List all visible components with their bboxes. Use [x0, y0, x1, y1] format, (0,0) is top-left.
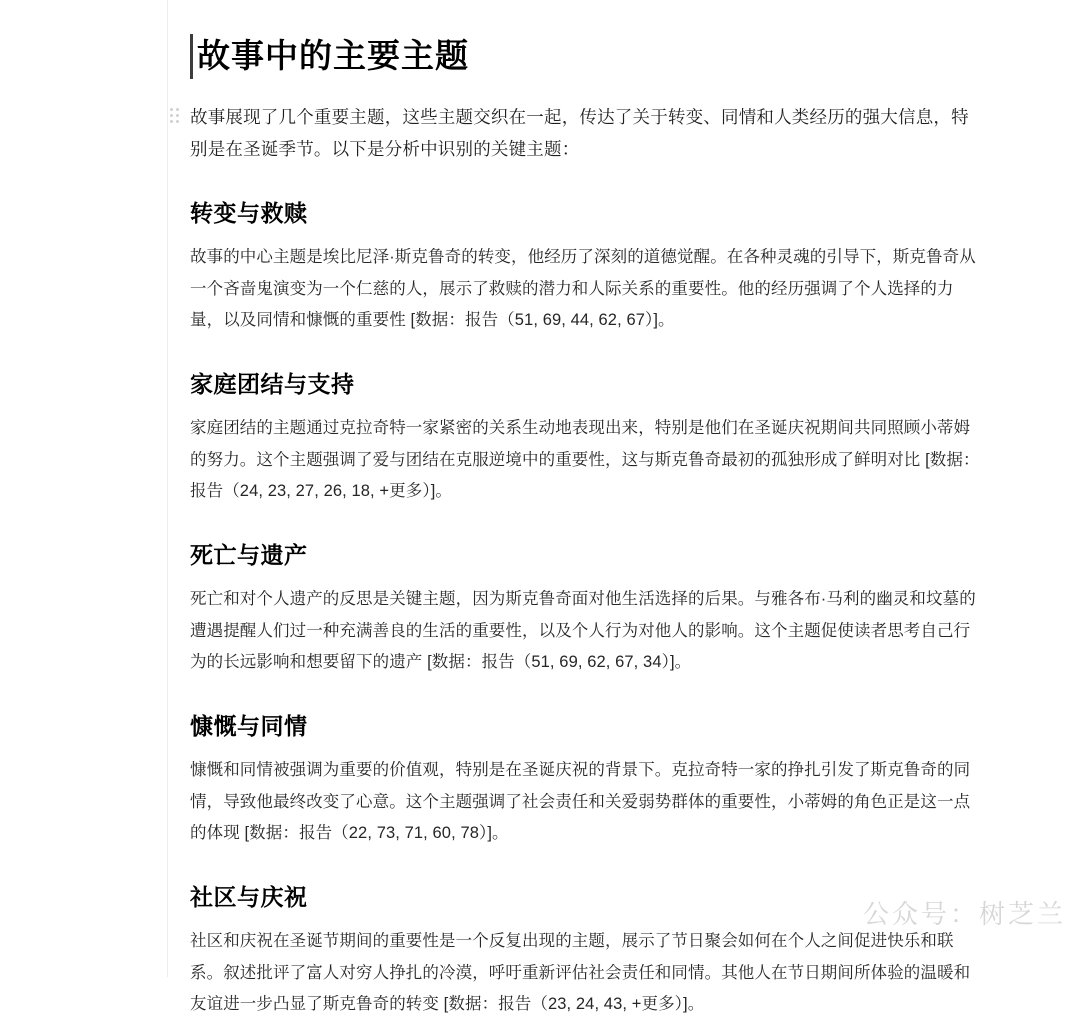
section-generosity-compassion: [190, 708, 980, 849]
document-body: [190, 0, 980, 1020]
section-heading: 社区与庆祝: [190, 884, 308, 911]
section-heading: 转变与救赎: [190, 200, 308, 227]
intro-paragraph: 故事展现了几个重要主题，这些主题交织在一起，传达了关于转变、同情和人类经历的强大信息，特别是在圣诞季节。以下是分析中识别的关键主题：: [190, 106, 969, 159]
section-body: 故事的中心主题是埃比尼泽·斯克鲁奇的转变，他经历了深刻的道德觉醒。在各种灵魂的引导下，斯克鲁奇从一个吝啬鬼演变为一个仁慈的人，展示了救赎的潜力和人际关系的重要性。他的经历强调了个人选择的力量，以及同情和慷慨的重要性 [数据：报告（51, 69, 44, 62, 67）]。: [190, 248, 976, 329]
section-heading: 家庭团结与支持: [190, 371, 355, 398]
section-heading: 慷慨与同情: [190, 713, 308, 740]
section-transformation: [190, 195, 980, 336]
drag-dot: [170, 120, 173, 123]
drag-handle[interactable]: [170, 108, 182, 126]
section-heading: 死亡与遗产: [190, 542, 308, 569]
section-family-unity: [190, 366, 980, 507]
drag-dot: [170, 114, 173, 117]
drag-dot: [176, 114, 179, 117]
drag-dot: [176, 120, 179, 123]
drag-dot: [170, 108, 173, 111]
section-body: 慷慨和同情被强调为重要的价值观，特别是在圣诞庆祝的背景下。克拉奇特一家的挣扎引发了斯克鲁奇的同情，导致他最终改变了心意。这个主题强调了社会责任和关爱弱势群体的重要性，小蒂姆的角色正是这一点的体现 [数据：报告（22, 73, 71, 60, 78）]。: [190, 761, 971, 843]
page-title: 故事中的主要主题: [190, 34, 980, 79]
section-body: 社区和庆祝在圣诞节期间的重要性是一个反复出现的主题，展示了节日聚会如何在个人之间促进快乐和联系。叙述批评了富人对穷人挣扎的冷漠，呼吁重新评估社会责任和同情。其他人在节日期间所体验的温暖和友谊进一步凸显了斯克鲁奇的转变 [数据：报告（23, 24, 43, +更多）]。: [190, 932, 971, 1014]
section-body: 死亡和对个人遗产的反思是关键主题，因为斯克鲁奇面对他生活选择的后果。与雅各布·马利的幽灵和坟墓的遭遇提醒人们过一种充满善良的生活的重要性，以及个人行为对他人的影响。这个主题促使读者思考自己行为的长远影响和想要留下的遗产 [数据：报告（51, 69, 62, 67, 34）]。: [190, 590, 976, 672]
section-community-celebration: [190, 879, 980, 1020]
drag-dot: [176, 108, 179, 111]
watermark: 公众号：树芝兰: [862, 899, 1066, 929]
section-body: 家庭团结的主题通过克拉奇特一家紧密的关系生动地表现出来，特别是他们在圣诞庆祝期间共同照顾小蒂姆的努力。这个主题强调了爱与团结在克服逆境中的重要性，这与斯克鲁奇最初的孤独形成了鲜明对比 [数据：报告（24, 23, 27, 26, 18, +更多）]。: [190, 419, 980, 501]
section-death-legacy: [190, 537, 980, 678]
left-margin-gutter: [0, 0, 168, 977]
